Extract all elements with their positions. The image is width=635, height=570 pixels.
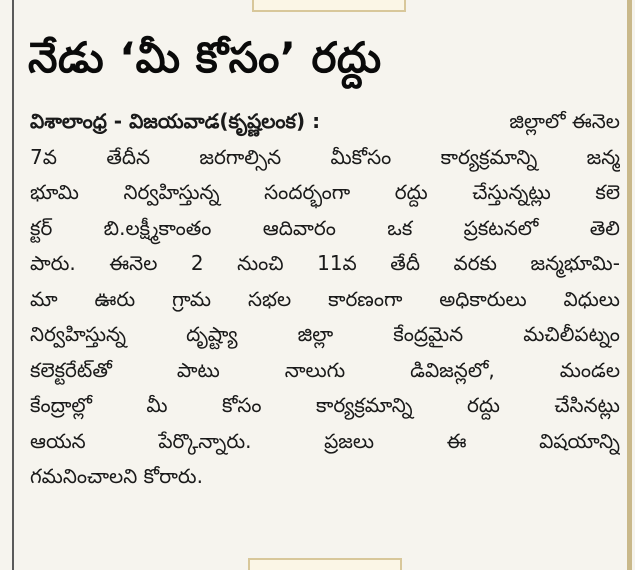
left-border-rule bbox=[12, 0, 14, 570]
article-word: నాలుగు bbox=[284, 357, 346, 382]
article-word: కార్యక్రమాన్ని bbox=[440, 144, 538, 169]
article-word: ఊరు bbox=[94, 286, 136, 311]
article-word: మీ bbox=[146, 393, 168, 417]
article-line-1 bbox=[30, 104, 620, 140]
article-line-2 bbox=[30, 140, 620, 176]
article-word: నిర్వహిస్తున్న bbox=[123, 180, 220, 204]
article-word: రద్దు bbox=[467, 393, 500, 417]
article-line-5 bbox=[30, 246, 620, 282]
article-word: ప్రకటనలో bbox=[463, 215, 539, 240]
article-word: తేదీన bbox=[106, 144, 151, 169]
article-word: కలె bbox=[595, 180, 620, 204]
article-word: పారు. bbox=[30, 251, 76, 275]
article-word: డివిజన్లలో, bbox=[410, 357, 495, 382]
article-word: చేసినట్లు bbox=[554, 393, 620, 417]
article-word: గ్రామ bbox=[172, 286, 212, 311]
article-word: కేంద్రమైన bbox=[393, 322, 464, 346]
article-body bbox=[30, 104, 620, 495]
article-word: నిర్వహిస్తున్న bbox=[30, 322, 127, 346]
article-line-10 bbox=[30, 424, 620, 460]
article-line-11: గమనించాలని కోరారు. bbox=[30, 464, 203, 488]
article-word: దృష్ట్యా bbox=[186, 322, 238, 346]
article-word: 7వ bbox=[30, 144, 57, 169]
article-word: భూమి bbox=[30, 180, 79, 204]
article-line-4 bbox=[30, 211, 620, 247]
top-column-tab bbox=[252, 0, 406, 12]
article-word: ఆయన bbox=[30, 428, 86, 453]
article-word: ఈ bbox=[446, 428, 467, 453]
article-word: క్టర్ bbox=[30, 215, 53, 240]
article-word: మీకోసం bbox=[330, 144, 392, 169]
article-word: జన్మ bbox=[586, 144, 620, 169]
article-word: కేంద్రాల్లో bbox=[30, 393, 92, 417]
article-word: జరగాల్సిన bbox=[199, 144, 282, 169]
article-word: సందర్భంగా bbox=[264, 180, 351, 204]
article-word: కోసం bbox=[221, 393, 262, 417]
article-word: పేర్కొన్నారు. bbox=[158, 428, 252, 453]
article-dateline: విశాలాంధ్ర - విజయవాడ(కృష్ణలంక) : bbox=[30, 109, 321, 133]
article-line-1-text: జిల్లాలో ఈనెల bbox=[509, 109, 620, 133]
article-word: వరకు bbox=[453, 251, 497, 275]
article-word: 2 bbox=[190, 251, 204, 275]
article-word: తెలి bbox=[589, 215, 620, 240]
article-word: కలెక్టరేట్‌తో bbox=[30, 357, 112, 382]
article-word: కార్యక్రమాన్ని bbox=[315, 393, 413, 417]
article-word: కారణంగా bbox=[328, 286, 403, 311]
article-word: 11వ bbox=[317, 251, 357, 275]
article-word: మచిలీపట్నం bbox=[523, 322, 620, 346]
article-word: తేదీ bbox=[390, 251, 420, 275]
article-word: విధులు bbox=[563, 286, 620, 311]
article-word: మా bbox=[30, 286, 58, 311]
article-line-3 bbox=[30, 175, 620, 211]
article-word: విషయాన్ని bbox=[539, 428, 620, 453]
article-word: సభల bbox=[247, 286, 292, 311]
article-word: ఆదివారం bbox=[262, 215, 336, 240]
article-word: పాటు bbox=[176, 357, 220, 382]
article-word: ఒక bbox=[387, 215, 413, 240]
article-word: అధికారులు bbox=[439, 286, 527, 311]
article-word: మండల bbox=[559, 357, 620, 382]
article-word: జన్మభూమి- bbox=[530, 251, 620, 275]
article-word: చేస్తున్నట్లు bbox=[472, 180, 551, 204]
article-word: ఈనెల bbox=[109, 251, 158, 275]
right-border-rule bbox=[627, 0, 632, 570]
bottom-column-tab bbox=[248, 558, 402, 570]
article-word: రద్దు bbox=[394, 180, 428, 204]
article-line-9 bbox=[30, 388, 620, 424]
article-line-8 bbox=[30, 353, 620, 389]
article-word: బి.లక్ష్మీకాంతం bbox=[103, 215, 212, 240]
article-word: నుంచి bbox=[237, 251, 284, 275]
article-headline: నేడు ‘మీ కోసం’ రద్దు bbox=[28, 33, 382, 82]
article-line-6 bbox=[30, 282, 620, 318]
article-word: ప్రజలు bbox=[324, 428, 375, 453]
article-word: జిల్లా bbox=[297, 322, 334, 346]
article-line-7 bbox=[30, 317, 620, 353]
